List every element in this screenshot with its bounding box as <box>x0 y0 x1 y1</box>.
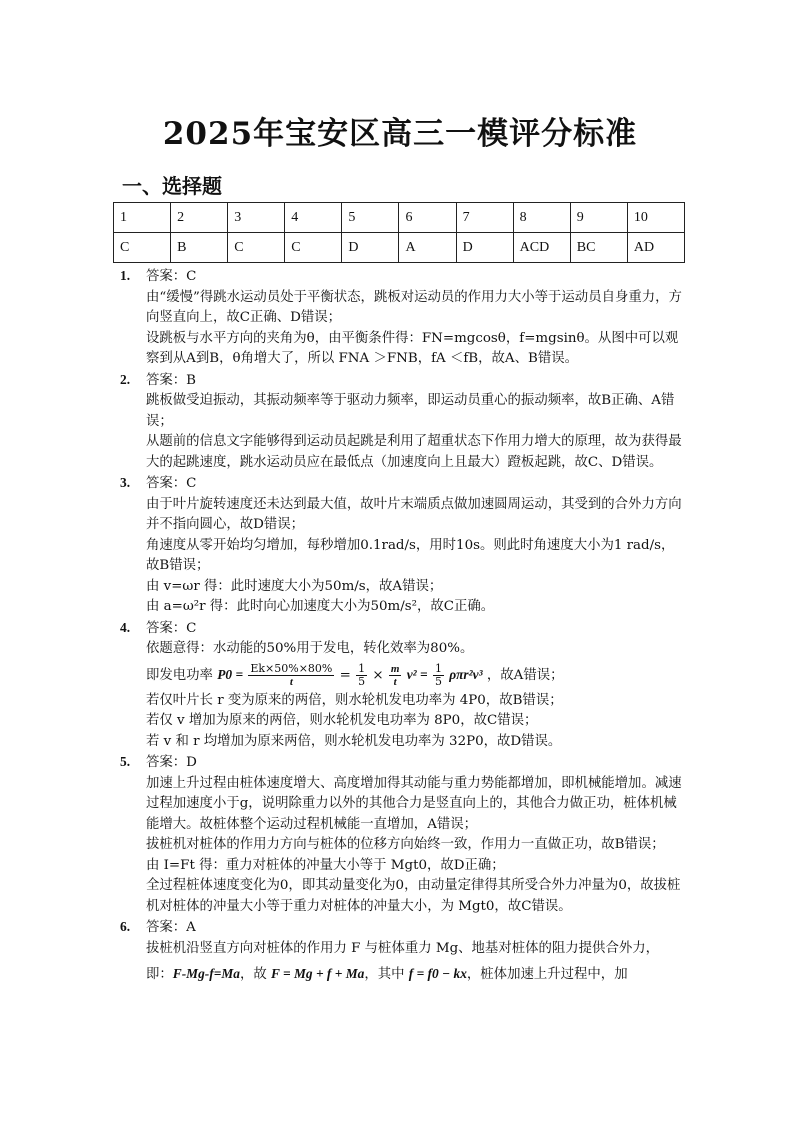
table-cell: 5 <box>342 203 399 233</box>
solutions <box>120 266 685 990</box>
question-number: 2. <box>120 371 131 387</box>
table-cell: A <box>399 233 456 263</box>
force-formula: 即：F-Mg-f=Ma，故 F = Mg + f + Ma，其中 f = f0 − kx，桩体加速上升过程中，加 <box>146 966 628 982</box>
table-cell: 9 <box>570 203 627 233</box>
explanation-line: 由“缓慢”得跳水运动员处于平衡状态，跳板对运动员的作用力大小等于运动员自身重力，方向竖直向上，故C正确、D错误； <box>146 289 682 325</box>
question-number: 6. <box>120 919 131 934</box>
explanation-line: 由于叶片旋转速度还未达到最大值，故叶片末端质点做加速圆周运动，其受到的合外力方向并不指向圆心，故D错误； <box>146 496 682 532</box>
table-cell: 8 <box>513 203 570 233</box>
question-2 <box>120 370 685 474</box>
table-cell: C <box>285 233 342 263</box>
answer-label: 答案：C <box>146 269 197 284</box>
answer-label: 答案：B <box>146 372 197 388</box>
question-number-row <box>114 203 685 233</box>
fraction: $\frac{m}{t}$ <box>390 662 400 688</box>
explanation-line: 由 v=ωr 得：此时速度大小为50m/s，故A错误； <box>146 578 443 594</box>
table-cell: 4 <box>285 203 342 233</box>
table-cell: B <box>171 233 228 263</box>
fraction: $\frac{1}{5}$ <box>358 661 366 688</box>
table-cell: C <box>228 233 285 263</box>
table-cell: 2 <box>171 203 228 233</box>
explanation-line: 若 v 和 r 均增加为原来两倍，则水轮机发电功率为 32P0，故D错误。 <box>146 733 562 749</box>
answer-label: 答案：C <box>146 476 197 491</box>
explanation-line: 拔桩机对桩体的作用力方向与桩体的位移方向始终一致，作用力一直做正功，故B错误； <box>146 837 665 852</box>
explanation-line: 角速度从零开始均匀增加，每秒增加0.1rad/s，用时10s。则此时角速度大小为1 rad/s，故B错误； <box>146 537 675 573</box>
table-cell: D <box>342 233 399 263</box>
explanation-line: 设跳板与水平方向的夹角为θ，由平衡条件得：FN=mgcosθ，f=mgsinθ。从图中可以观察到从A到B，θ角增大了，所以 FNA ＞FNB，fA ＜fB，故A、B错误。 <box>146 330 679 366</box>
table-cell: 7 <box>456 203 513 233</box>
fraction: $\frac{Ek\times 50\%\times 80\%}{t}$ <box>250 661 333 688</box>
question-number: 3. <box>120 475 131 490</box>
section-heading: 一、选择题 <box>122 174 222 198</box>
question-number: 5. <box>120 754 131 769</box>
explanation-line: 全过程桩体速度变化为0，即其动量变化为0，由动量定律得其所受合外力冲量为0，故拔桩机对桩体的冲量大小等于重力对桩体的冲量大小，为 Mgt0，故C错误。 <box>146 878 681 914</box>
table-cell: C <box>114 233 171 263</box>
answer-label: 答案：C <box>146 620 197 636</box>
explanation-line: 从题前的信息文字能够得到运动员起跳是利用了超重状态下作用力增大的原理，故为获得最大的起跳速度，跳水运动员应在最低点（加速度向上且最大）蹬板起跳，故C、D错误。 <box>146 434 682 470</box>
answer-label: 答案：A <box>146 920 196 935</box>
power-formula: 即发电功率 P0 = $\frac{Ek\times 50\%\times 80\%}{t}$ = $\frac{1}{5}$ × $\frac{m}{t}$ v² = $\frac{1}{5}$ ρπr²v³ ，故A错误； <box>146 661 564 688</box>
answer-table <box>113 202 685 263</box>
table-cell: 6 <box>399 203 456 233</box>
explanation-line: 依题意得：水动能的50%用于发电，转化效率为80%。 <box>146 641 474 656</box>
question-1 <box>120 266 685 370</box>
explanation-line: 拔桩机沿竖直方向对桩体的作用力 F 与桩体重力 Mg、地基对桩体的阻力提供合外力， <box>146 940 660 956</box>
table-cell: D <box>456 233 513 263</box>
question-number: 1. <box>120 268 131 283</box>
question-3 <box>120 473 685 618</box>
explanation-line: 若仅 v 增加为原来的两倍，则水轮机发电功率为 8P0，故C错误； <box>146 713 538 728</box>
question-4 <box>120 618 685 753</box>
table-cell: 10 <box>627 203 684 233</box>
fraction: $\frac{1}{5}$ <box>434 661 442 688</box>
explanation-line: 加速上升过程由桩体速度增大、高度增加得其动能与重力势能都增加，即机械能增加。减速过程加速度小于g，说明除重力以外的其他合力是竖直向上的，其他合力做正功，桩体机械能增大。故桩体整个运动过程机械能一直增加，A错误； <box>146 775 682 832</box>
question-number: 4. <box>120 619 131 635</box>
page-title: 2025年宝安区高三一模评分标准 <box>162 116 638 152</box>
table-cell: ACD <box>513 233 570 263</box>
table-cell: AD <box>627 233 684 263</box>
explanation-line: 由 I=Ft 得：重力对桩体的冲量大小等于 Mgt0，故D正确； <box>146 857 505 873</box>
question-6 <box>120 917 685 990</box>
answer-label: 答案：D <box>146 755 197 770</box>
table-cell: BC <box>570 233 627 263</box>
question-5 <box>120 752 685 917</box>
table-cell: 1 <box>114 203 171 233</box>
explanation-line: 若仅叶片长 r 变为原来的两倍，则水轮机发电功率为 4P0，故B错误； <box>146 692 563 708</box>
table-cell: 3 <box>228 203 285 233</box>
explanation-line: 跳板做受迫振动，其振动频率等于驱动力频率，即运动员重心的振动频率，故B正确、A错误； <box>146 393 675 429</box>
explanation-line: 由 a=ω²r 得：此时向心加速度大小为50m/s²，故C正确。 <box>146 599 495 614</box>
answer-row <box>114 233 685 263</box>
